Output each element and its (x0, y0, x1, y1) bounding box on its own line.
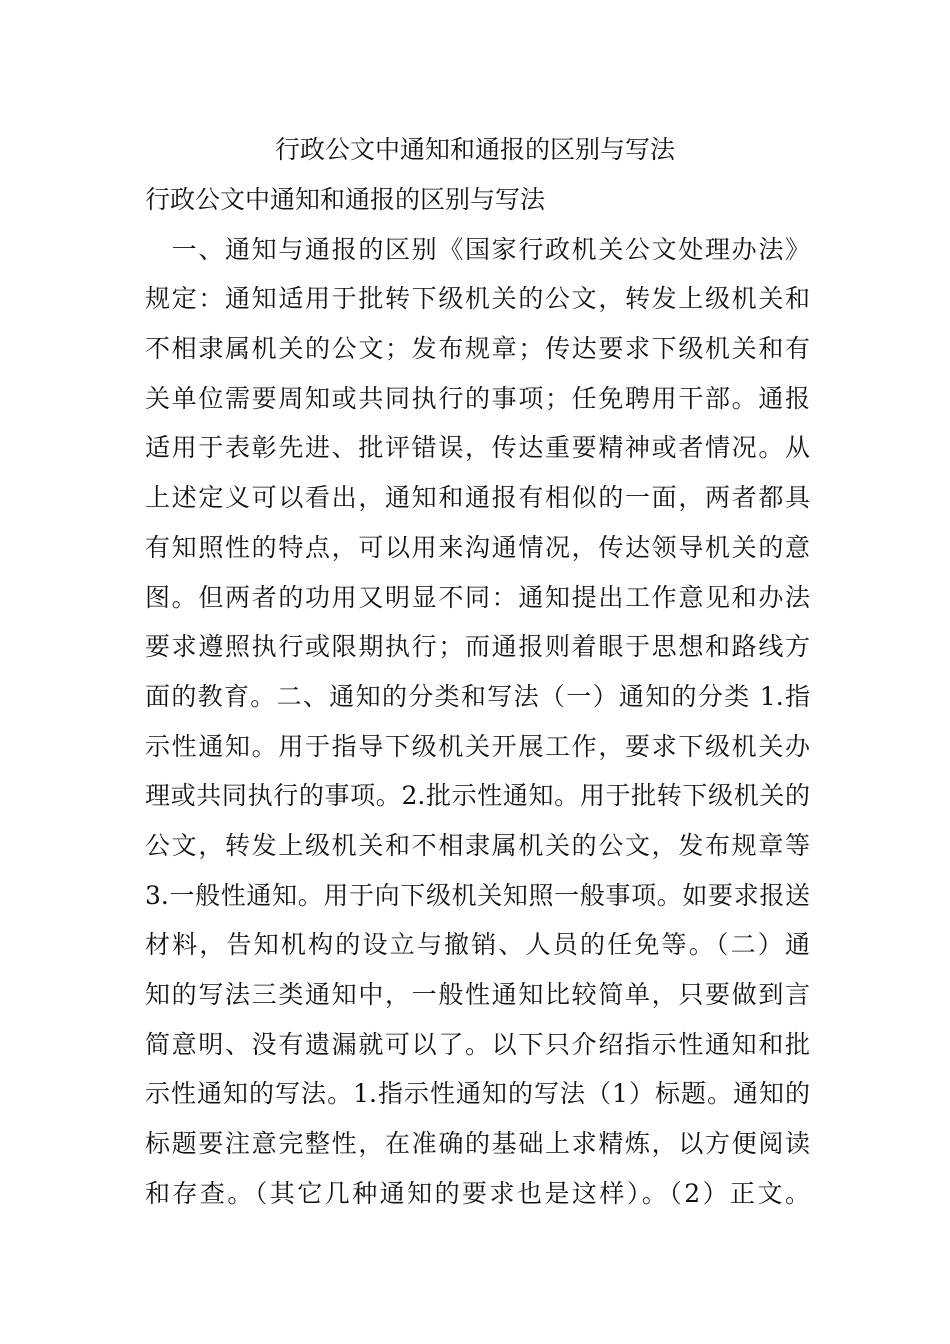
document-body (145, 175, 810, 1218)
text-line: 面的教育。二、通知的分类和写法（一）通知的分类 1.指 (145, 681, 810, 711)
text-line: 材料，告知机构的设立与撤销、人员的任免等。（二）通 (145, 930, 810, 960)
text-line: 公文，转发上级机关和不相隶属机关的公文，发布规章等 (145, 830, 810, 860)
subtitle-line: 行政公文中通知和通报的区别与写法 (145, 185, 546, 214)
text-line: 规定：通知适用于批转下级机关的公文，转发上级机关和 (145, 284, 810, 314)
text-line: 理或共同执行的事项。2.批示性通知。用于批转下级机关的 (145, 781, 810, 811)
text-line: 一、通知与通报的区别《国家行政机关公文处理办法》 (145, 234, 810, 264)
text-line: 图。但两者的功用又明显不同：通知提出工作意见和办法 (145, 582, 810, 612)
text-line: 标题要注意完整性，在准确的基础上求精炼，以方便阅读 (145, 1129, 810, 1159)
text-line: 简意明、没有遗漏就可以了。以下只介绍指示性通知和批 (145, 1029, 810, 1059)
text-line: 要求遵照执行或限期执行；而通报则着眼于思想和路线方 (145, 632, 810, 662)
text-line: 适用于表彰先进、批评错误，传达重要精神或者情况。从 (145, 433, 810, 463)
document-title: 行政公文中通知和通报的区别与写法 (274, 135, 675, 164)
text-line: 示性通知的写法。1.指示性通知的写法（1）标题。通知的 (145, 1079, 810, 1109)
text-line: 3.一般性通知。用于向下级机关知照一般事项。如要求报送 (145, 880, 810, 910)
text-line: 有知照性的特点，可以用来沟通情况，传达领导机关的意 (145, 532, 810, 562)
text-line: 不相隶属机关的公文；发布规章；传达要求下级机关和有 (145, 334, 810, 364)
text-line: 示性通知。用于指导下级机关开展工作，要求下级机关办 (145, 731, 810, 761)
text-line: 和存查。（其它几种通知的要求也是这样）。（2）正文。 (145, 1178, 810, 1208)
text-line: 关单位需要周知或共同执行的事项；任免聘用干部。通报 (145, 383, 810, 413)
text-line: 知的写法三类通知中，一般性通知比较简单，只要做到言 (145, 980, 810, 1009)
text-line: 上述定义可以看出，通知和通报有相似的一面，两者都具 (145, 483, 810, 513)
